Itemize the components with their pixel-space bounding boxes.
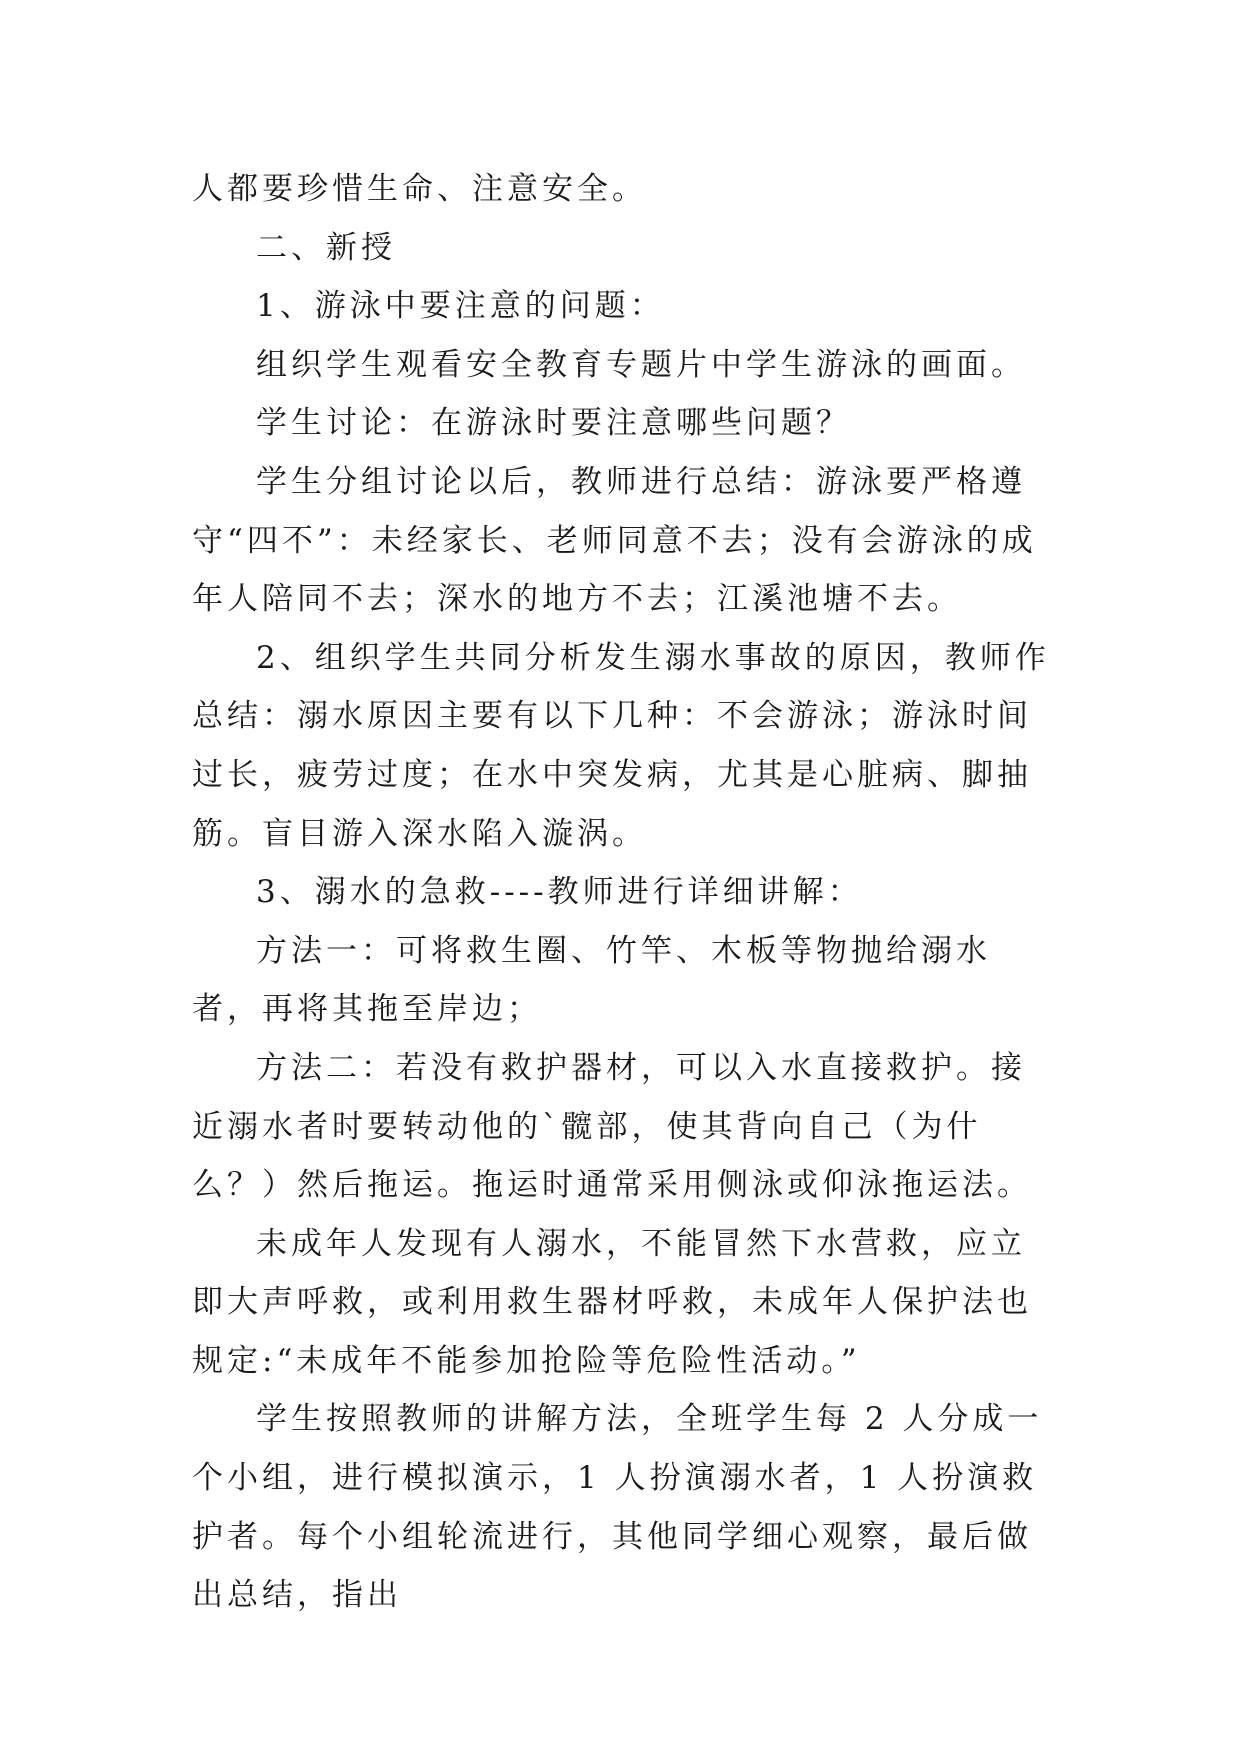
paragraph-minors-rule: 未成年人发现有人溺水，不能冒然下水营救，应立即大声呼救，或利用救生器材呼救，未成年人保护法也规定:“未成年不能参加抢险等危险性活动。” — [192, 1225, 1032, 1379]
document-body — [192, 160, 1052, 1625]
paragraph-method-one: 方法一：可将救生圈、竹竿、木板等物抛给溺水者，再将其拖至岸边； — [192, 932, 991, 1028]
paragraph-method-two: 方法二：若没有救护器材，可以入水直接救护。接近溺水者时要转动他的`髋部，使其背向自己（为什么？）然后拖运。拖运时通常采用侧泳或仰泳拖运法。 — [192, 1049, 1032, 1204]
paragraph-drowning-causes: 2、组织学生共同分析发生溺水事故的原因，教师作总结：溺水原因主要有以下几种：不会游泳；游泳时间过长，疲劳过度；在水中突发病，尤其是心脏病、脚抽筋。盲目游入深水陷入漩涡。 — [192, 639, 1050, 852]
subheading-first-aid: 3、溺水的急救----教师进行详细讲解： — [256, 874, 863, 911]
paragraph-1: 人都要珍惜生命、注意安全。 — [192, 171, 647, 207]
paragraph-simulation: 学生按照教师的讲解方法，全班学生每 2 人分成一个小组，进行模拟演示，1 人扮演溺水者，1 人扮演救护者。每个小组轮流进行，其他同学细心观察，最后做出总结，指出 — [192, 1401, 1043, 1614]
paragraph-discussion: 学生讨论：在游泳时要注意哪些问题？ — [256, 405, 851, 442]
paragraph-watch-video: 组织学生观看安全教育专题片中学生游泳的画面。 — [256, 346, 1026, 383]
subheading-swimming-issues: 1、游泳中要注意的问题： — [256, 288, 665, 325]
paragraph-four-rules: 学生分组讨论以后，教师进行总结：游泳要严格遵守“四不”：未经家长、老师同意不去；没有会游泳的成年人陪同不去；深水的地方不去；江溪池塘不去。 — [192, 463, 1037, 618]
section-heading-new-lesson: 二、新授 — [256, 229, 396, 266]
